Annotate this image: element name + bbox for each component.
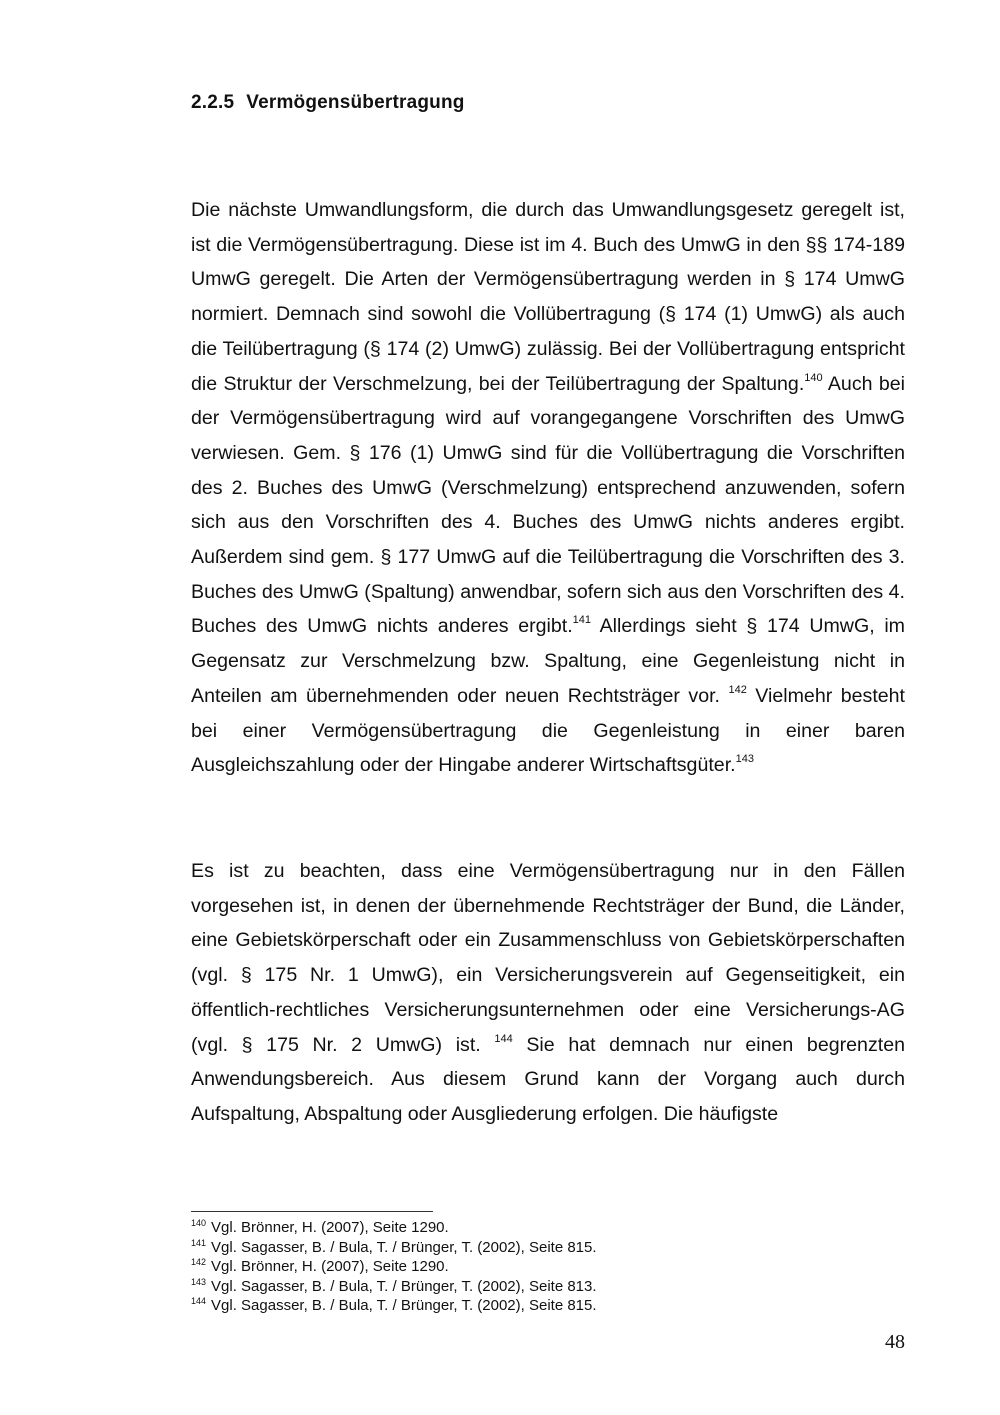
footnote-ref-143[interactable]: 143 — [735, 753, 754, 766]
footnote-item — [191, 1238, 905, 1258]
footnote-number: 143 — [191, 1276, 207, 1287]
footnote-ref-141[interactable]: 141 — [572, 614, 592, 627]
section-heading — [191, 92, 465, 114]
footnote-text: Vgl. Sagasser, B. / Bula, T. / Brünger, T. (2002), Seite 813. — [211, 1277, 597, 1295]
footnote-item — [191, 1277, 905, 1297]
text-segment: Es ist zu beachten, dass eine Vermögensübertragung nur in den Fällen vorgesehen ist, in denen der übernehmende Rechtsträger der Bund, die Länder, eine Gebietskörperschaft oder ein Zusammenschluss von Gebietskörperschaften (vgl. § 175 Nr. 1 UmwG), ein Versicherungsverein auf Gegenseitigkeit, ein öffentlich-rechtliches Versicherungsunternehmen oder eine Versicherungs-AG (vgl. § 175 Nr. 2 UmwG) ist. — [191, 860, 905, 1056]
footnote-item — [191, 1296, 905, 1316]
text-segment: Die nächste Umwandlungsform, die durch das Umwandlungsgesetz geregelt ist, ist die Vermögensübertragung. Diese ist im 4. Buch des UmwG in den §§ 174-189 UmwG geregelt. Die Arten der Vermögensübertragung werden in § 174 UmwG normiert. Demnach sind sowohl die Vollübertragung (§ 174 (1) UmwG) als auch die Teilübertragung (§ 174 (2) UmwG) zulässig. Bei der Vollübertragung entspricht die Struktur der Verschmelzung, bei der Teilübertragung der Spaltung. — [191, 199, 905, 395]
footnote-item — [191, 1257, 905, 1277]
footnote-number: 144 — [191, 1296, 207, 1307]
body-paragraph-2 — [191, 854, 905, 1132]
footnote-text: Vgl. Sagasser, B. / Bula, T. / Brünger, T. (2002), Seite 815. — [211, 1238, 597, 1256]
footnote-number: 141 — [191, 1237, 207, 1248]
text-segment: Allerdings sieht § 174 UmwG, im Gegensatz zur Verschmelzung bzw. Spaltung, eine Gegenleistung nicht in Anteilen am übernehmenden oder neuen Rechtsträger vor. — [191, 615, 905, 707]
footnote-text: Vgl. Sagasser, B. / Bula, T. / Brünger, T. (2002), Seite 815. — [211, 1297, 597, 1315]
footnote-ref-140[interactable]: 140 — [804, 371, 823, 384]
page-number: 48 — [885, 1331, 905, 1353]
section-number: 2.2.5 — [191, 92, 235, 113]
text-segment: Auch bei der Vermögensübertragung wird auf vorangegangene Vorschriften des UmwG verwiesen. Gem. § 176 (1) UmwG sind für die Vollübertragung die Vorschriften des 2. Buches des UmwG (Verschmelzung) entsprechend anzuwenden, sofern sich aus den Vorschriften des 4. Buches des UmwG nichts anderes ergibt. Außerdem sind gem. § 177 UmwG auf die Teilübertragung die Vorschriften des 3. Buches des UmwG (Spaltung) anwendbar, sofern sich aus den Vorschriften des 4. Buches des UmwG nichts anderes ergibt. — [191, 372, 905, 638]
footnote-separator — [191, 1211, 433, 1212]
footnote-ref-144[interactable]: 144 — [494, 1032, 513, 1045]
footnote-item — [191, 1218, 905, 1238]
footnote-list — [191, 1218, 905, 1316]
text-segment: Vielmehr besteht bei einer Vermögensübertragung die Gegenleistung in einer baren Ausgleichszahlung oder der Hingabe anderer Wirtschaftsgüter. — [191, 684, 905, 777]
footnote-ref-142[interactable]: 142 — [728, 683, 747, 696]
body-paragraph-1 — [191, 193, 905, 783]
footnote-number: 142 — [191, 1257, 207, 1268]
footnote-number: 140 — [191, 1218, 207, 1228]
text-segment: Sie hat demnach nur einen begrenzten Anwendungsbereich. Aus diesem Grund kann der Vorgang auch durch Aufspaltung, Abspaltung oder Ausgliederung erfolgen. Die häufigste — [191, 1033, 905, 1125]
section-title: Vermögensübertragung — [246, 92, 465, 113]
footnote-text: Vgl. Brönner, H. (2007), Seite 1290. — [211, 1258, 449, 1276]
footnote-text: Vgl. Brönner, H. (2007), Seite 1290. — [211, 1219, 449, 1236]
